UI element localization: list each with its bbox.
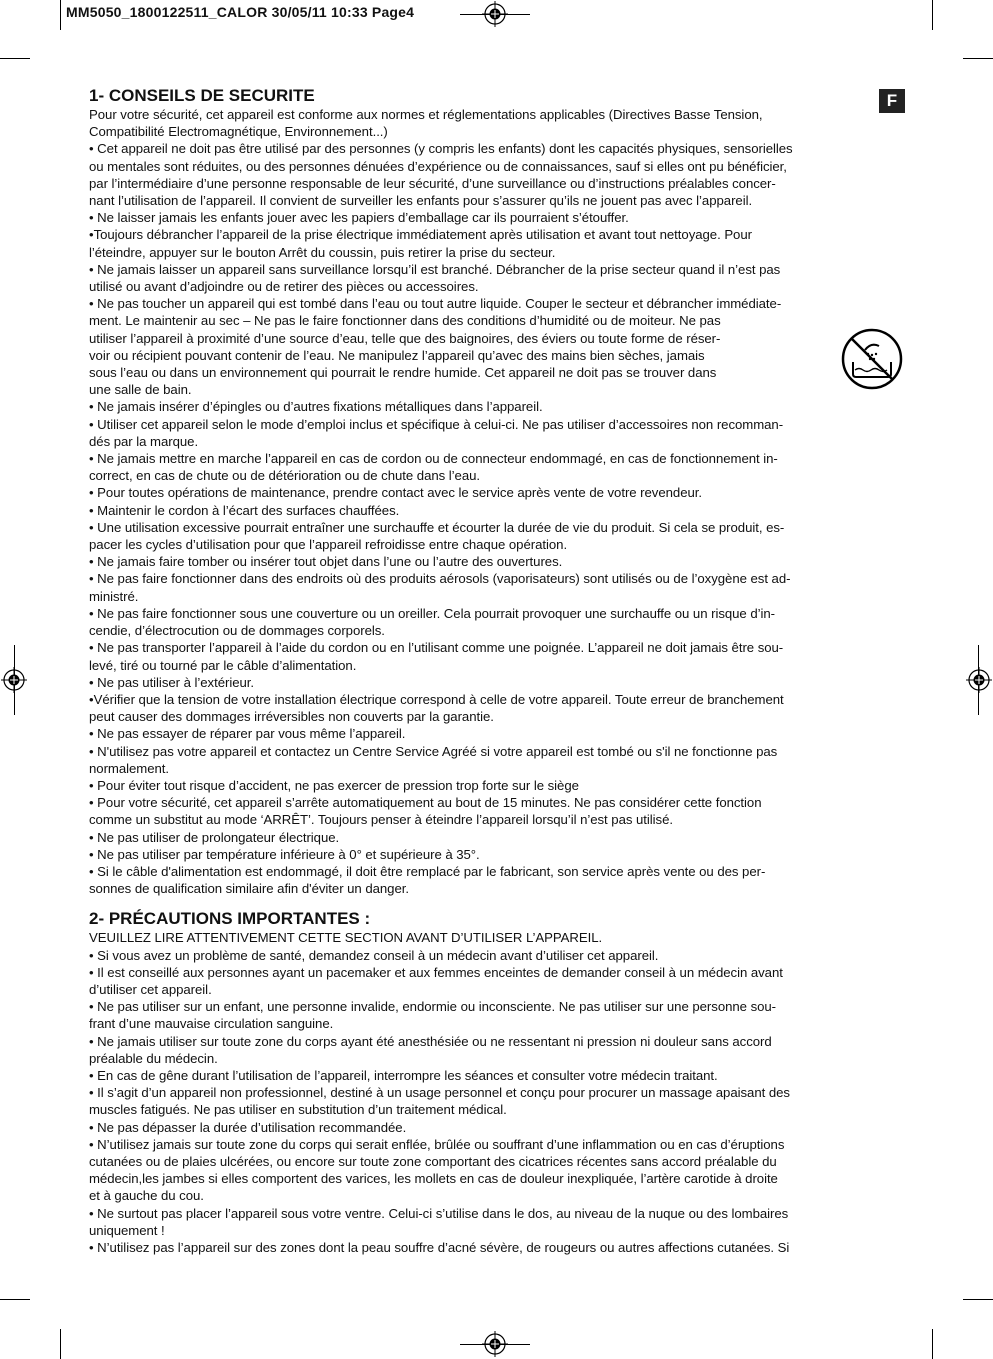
text-line: VEUILLEZ LIRE ATTENTIVEMENT CETTE SECTION AVANT D’UTILISER L’APPAREIL. xyxy=(89,930,603,946)
text-line: • Maintenir le cordon à l’écart des surfaces chauffées. xyxy=(89,502,400,518)
text-line: nant l’utilisation de l’appareil. Il convient de surveiller les enfants pour s’assurer qu’ils ne jouent pas avec l’appareil. xyxy=(89,193,753,209)
text-line: et à gauche du cou. xyxy=(89,1188,204,1204)
text-line: • Pour toutes opérations de maintenance, prendre contact avec le service après vente de votre revendeur. xyxy=(89,485,703,501)
text-line: sous l’eau ou dans un environnement qui pourrait le rendre humide. Cet appareil ne doit pas se trouver dans xyxy=(89,365,717,381)
text-line: muscles fatigués. Ne pas utiliser en substitution d’un traitement médical. xyxy=(89,1102,507,1118)
crop-mark xyxy=(60,0,61,30)
text-line: • Il est conseillé aux personnes ayant un pacemaker et aux femmes enceintes de demander conseil à un médecin avant xyxy=(89,964,783,980)
text-line: • Si vous avez un problème de santé, demandez conseil à un médecin avant d’utiliser cet appareil. xyxy=(89,947,659,963)
text-line: levé, tiré ou tourné par le câble d’alimentation. xyxy=(89,657,357,673)
language-badge: F xyxy=(879,89,905,113)
text-line: • Ne pas utiliser de prolongateur électrique. xyxy=(89,829,340,845)
text-line: pacer les cycles d’utilisation pour que l’appareil refroidisse entre chaque opération. xyxy=(89,537,568,553)
text-line: ministré. xyxy=(89,588,139,604)
text-line: • En cas de gêne durant l’utilisation de l’appareil, interrompre les séances et consulter votre médecin traitant. xyxy=(89,1067,718,1083)
text-line: • Ne pas toucher un appareil qui est tombé dans l’eau ou tout autre liquide. Couper le secteur et débrancher immédiate- xyxy=(89,296,782,312)
crop-mark xyxy=(963,58,993,59)
text-line: préalable du médecin. xyxy=(89,1050,218,1066)
text-line: • Ne pas utiliser par température inférieure à 0° et supérieure à 35°. xyxy=(89,846,480,862)
text-line: • Pour votre sécurité, cet appareil s’arrête automatiquement au bout de 15 minutes. Ne pas considérer cette fonction xyxy=(89,795,762,811)
crop-mark xyxy=(0,1299,30,1300)
text-line: utilisé ou avant d’adjoindre ou de retirer des pièces ou accessoires. xyxy=(89,279,479,295)
text-line: correct, en cas de chute ou de détérioration ou de chute dans l’eau. xyxy=(89,468,481,484)
section-title-precautions: 2- PRÉCAUTIONS IMPORTANTES : xyxy=(89,909,371,929)
registration-mark-icon xyxy=(1,667,27,693)
text-line: • Ne pas faire fonctionner sous une couverture ou un oreiller. Cela pourrait provoquer une surchauffe ou un risque d’in- xyxy=(89,605,776,621)
registration-mark-icon xyxy=(482,1,508,27)
text-line: ou mentales sont réduites, ou des personnes dénuées d’expérience ou de connaissances, sauf si elles ont pu bénéficier, xyxy=(89,158,787,174)
text-line: • Ne jamais mettre en marche l’appareil en cas de cordon ou de connecteur endommagé, en cas de fonctionnement in- xyxy=(89,451,778,467)
text-line: • Ne pas utiliser à l’extérieur. xyxy=(89,674,255,690)
text-line: • N’utilisez pas l’appareil sur des zones dont la peau souffre d’acné sévère, de rougeurs ou autres affections cutanées. Si xyxy=(89,1240,790,1255)
text-line: • Il s’agit d’un appareil non professionnel, destiné à un usage personnel et conçu pour procurer un massage apaisant des xyxy=(89,1085,790,1101)
text-line: utiliser l’appareil à proximité d’une source d’eau, telle que des baignoires, des éviers ou toute forme de réser- xyxy=(89,330,721,346)
text-line: • Ne pas utiliser sur un enfant, une personne invalide, endormie ou inconsciente. Ne pas utiliser sur une personne sou- xyxy=(89,999,777,1015)
text-line: dés par la marque. xyxy=(89,433,199,449)
text-line: • Ne pas essayer de réparer par vous même l’appareil. xyxy=(89,726,406,742)
text-line: • Ne laisser jamais les enfants jouer avec les papiers d’emballage car ils pourraient s’étouffer. xyxy=(89,210,629,226)
document-body xyxy=(89,86,905,1256)
section-safety-body xyxy=(89,106,905,897)
print-header-slug: MM5050_1800122511_CALOR 30/05/11 10:33 Page4 xyxy=(66,4,415,20)
text-line: •Vérifier que la tension de votre installation électrique correspond à celle de votre appareil. Toute erreur de branchement xyxy=(89,691,784,707)
text-line: ment. Le maintenir au sec – Ne pas le faire fonctionner dans des conditions d’humidité ou de moiteur. Ne pas xyxy=(89,313,721,329)
text-line: cendie, d’électrocution ou de dommages corporels. xyxy=(89,623,385,639)
crop-mark xyxy=(932,1329,933,1359)
text-line: • Si le câble d'alimentation est endommagé, il doit être remplacé par le fabricant, son service après vente ou des per- xyxy=(89,863,766,879)
text-line: • Ne pas transporter l’appareil à l’aide du cordon ou en l’utilisant comme une poignée. L’appareil ne doit jamais être sou- xyxy=(89,640,784,656)
text-line: frant d’une mauvaise circulation sanguine. xyxy=(89,1016,334,1032)
text-line: • Une utilisation excessive pourrait entraîner une surchauffe et écourter la durée de vie du produit. Si cela se produit, es- xyxy=(89,519,785,535)
text-line: • Ne surtout pas placer l’appareil sous votre ventre. Celui-ci s’utilise dans le dos, au niveau de la nuque ou des lombaires xyxy=(89,1205,789,1221)
text-line: peut causer des dommages irréversibles non couverts par la garantie. xyxy=(89,709,494,725)
text-line: normalement. xyxy=(89,760,170,776)
text-line: • Ne jamais faire tomber ou insérer tout objet dans l’une ou l’autre des ouvertures. xyxy=(89,554,563,570)
text-line: • Pour éviter tout risque d’accident, ne pas exercer de pression trop forte sur le siège xyxy=(89,777,579,793)
text-line: d’utiliser cet appareil. xyxy=(89,981,212,997)
text-line: • N'utilisez pas votre appareil et contactez un Centre Service Agréé si votre appareil est tombé ou s'il ne fonctionne pas xyxy=(89,743,778,759)
text-line: Pour votre sécurité, cet appareil est conforme aux normes et réglementations applicables (Directives Basse Tension, xyxy=(89,107,763,122)
text-line: l’éteindre, appuyer sur le bouton Arrêt du coussin, puis retirer la prise du secteur. xyxy=(89,244,556,260)
text-line: voir ou récipient pouvant contenir de l’eau. Ne manipulez l’appareil qu’avec des mains bien sèches, jamais xyxy=(89,347,705,363)
section-precautions-body xyxy=(89,929,905,1256)
text-line: sonnes de qualification similaire afin d'éviter un danger. xyxy=(89,881,409,897)
text-line: une salle de bain. xyxy=(89,382,192,398)
crop-mark xyxy=(60,1329,61,1359)
text-line: par l’intermédiaire d’une personne responsable de leur sécurité, d’une surveillance ou d’instructions préalables concer- xyxy=(89,175,776,191)
crop-mark xyxy=(963,1299,993,1300)
text-line: cutanées ou de plaies ulcérées, ou encore sur toute zone comportant des cicatrices récentes sans accord préalable du xyxy=(89,1153,777,1169)
text-line: médecin,les jambes si elles comportent des varices, les mollets en cas de douleur inexpliquée, l’artère carotide à droite xyxy=(89,1171,778,1187)
text-line: • Ne jamais insérer d’épingles ou d’autres fixations métalliques dans l’appareil. xyxy=(89,399,543,415)
crop-mark xyxy=(0,58,30,59)
text-line: • Ne pas faire fonctionner dans des endroits où des produits aérosols (vaporisateurs) sont utilisés ou de l’oxygène est ad- xyxy=(89,571,791,587)
text-line: • Ne pas dépasser la durée d’utilisation recommandée. xyxy=(89,1119,407,1135)
text-line: • Ne jamais utiliser sur toute zone du corps ayant été anesthésiée ou ne ressentant ni pression ni douleur sans accord xyxy=(89,1033,772,1049)
section-title-safety: 1- CONSEILS DE SECURITE xyxy=(89,86,315,105)
text-line: uniquement ! xyxy=(89,1222,165,1238)
text-line: Compatibilité Electromagnétique, Environnement...) xyxy=(89,124,388,140)
text-line: • N’utilisez jamais sur toute zone du corps qui serait enflée, brûlée ou souffrant d’une inflammation ou en cas d’éruptions xyxy=(89,1136,785,1152)
text-line: •Toujours débrancher l’appareil de la prise électrique immédiatement après utilisation et avant tout nettoyage. Pour xyxy=(89,227,752,243)
crop-mark xyxy=(932,0,933,30)
text-line: • Ne jamais laisser un appareil sans surveillance lorsqu’il est branché. Débrancher de la prise secteur quand il n’est pas xyxy=(89,261,781,277)
registration-mark-icon xyxy=(482,1331,508,1357)
text-line: • Utiliser cet appareil selon le mode d’emploi inclus et spécifique à celui-ci. Ne pas utiliser d’accessoires non recomman- xyxy=(89,416,784,432)
text-line: comme un substitut au mode ‘ARRÊT’. Toujours penser à éteindre l’appareil lorsqu’il n’est pas utilisé. xyxy=(89,812,673,828)
registration-mark-icon xyxy=(966,667,992,693)
text-line: • Cet appareil ne doit pas être utilisé par des personnes (y compris les enfants) dont les capacités physiques, sensorielles xyxy=(89,141,793,157)
